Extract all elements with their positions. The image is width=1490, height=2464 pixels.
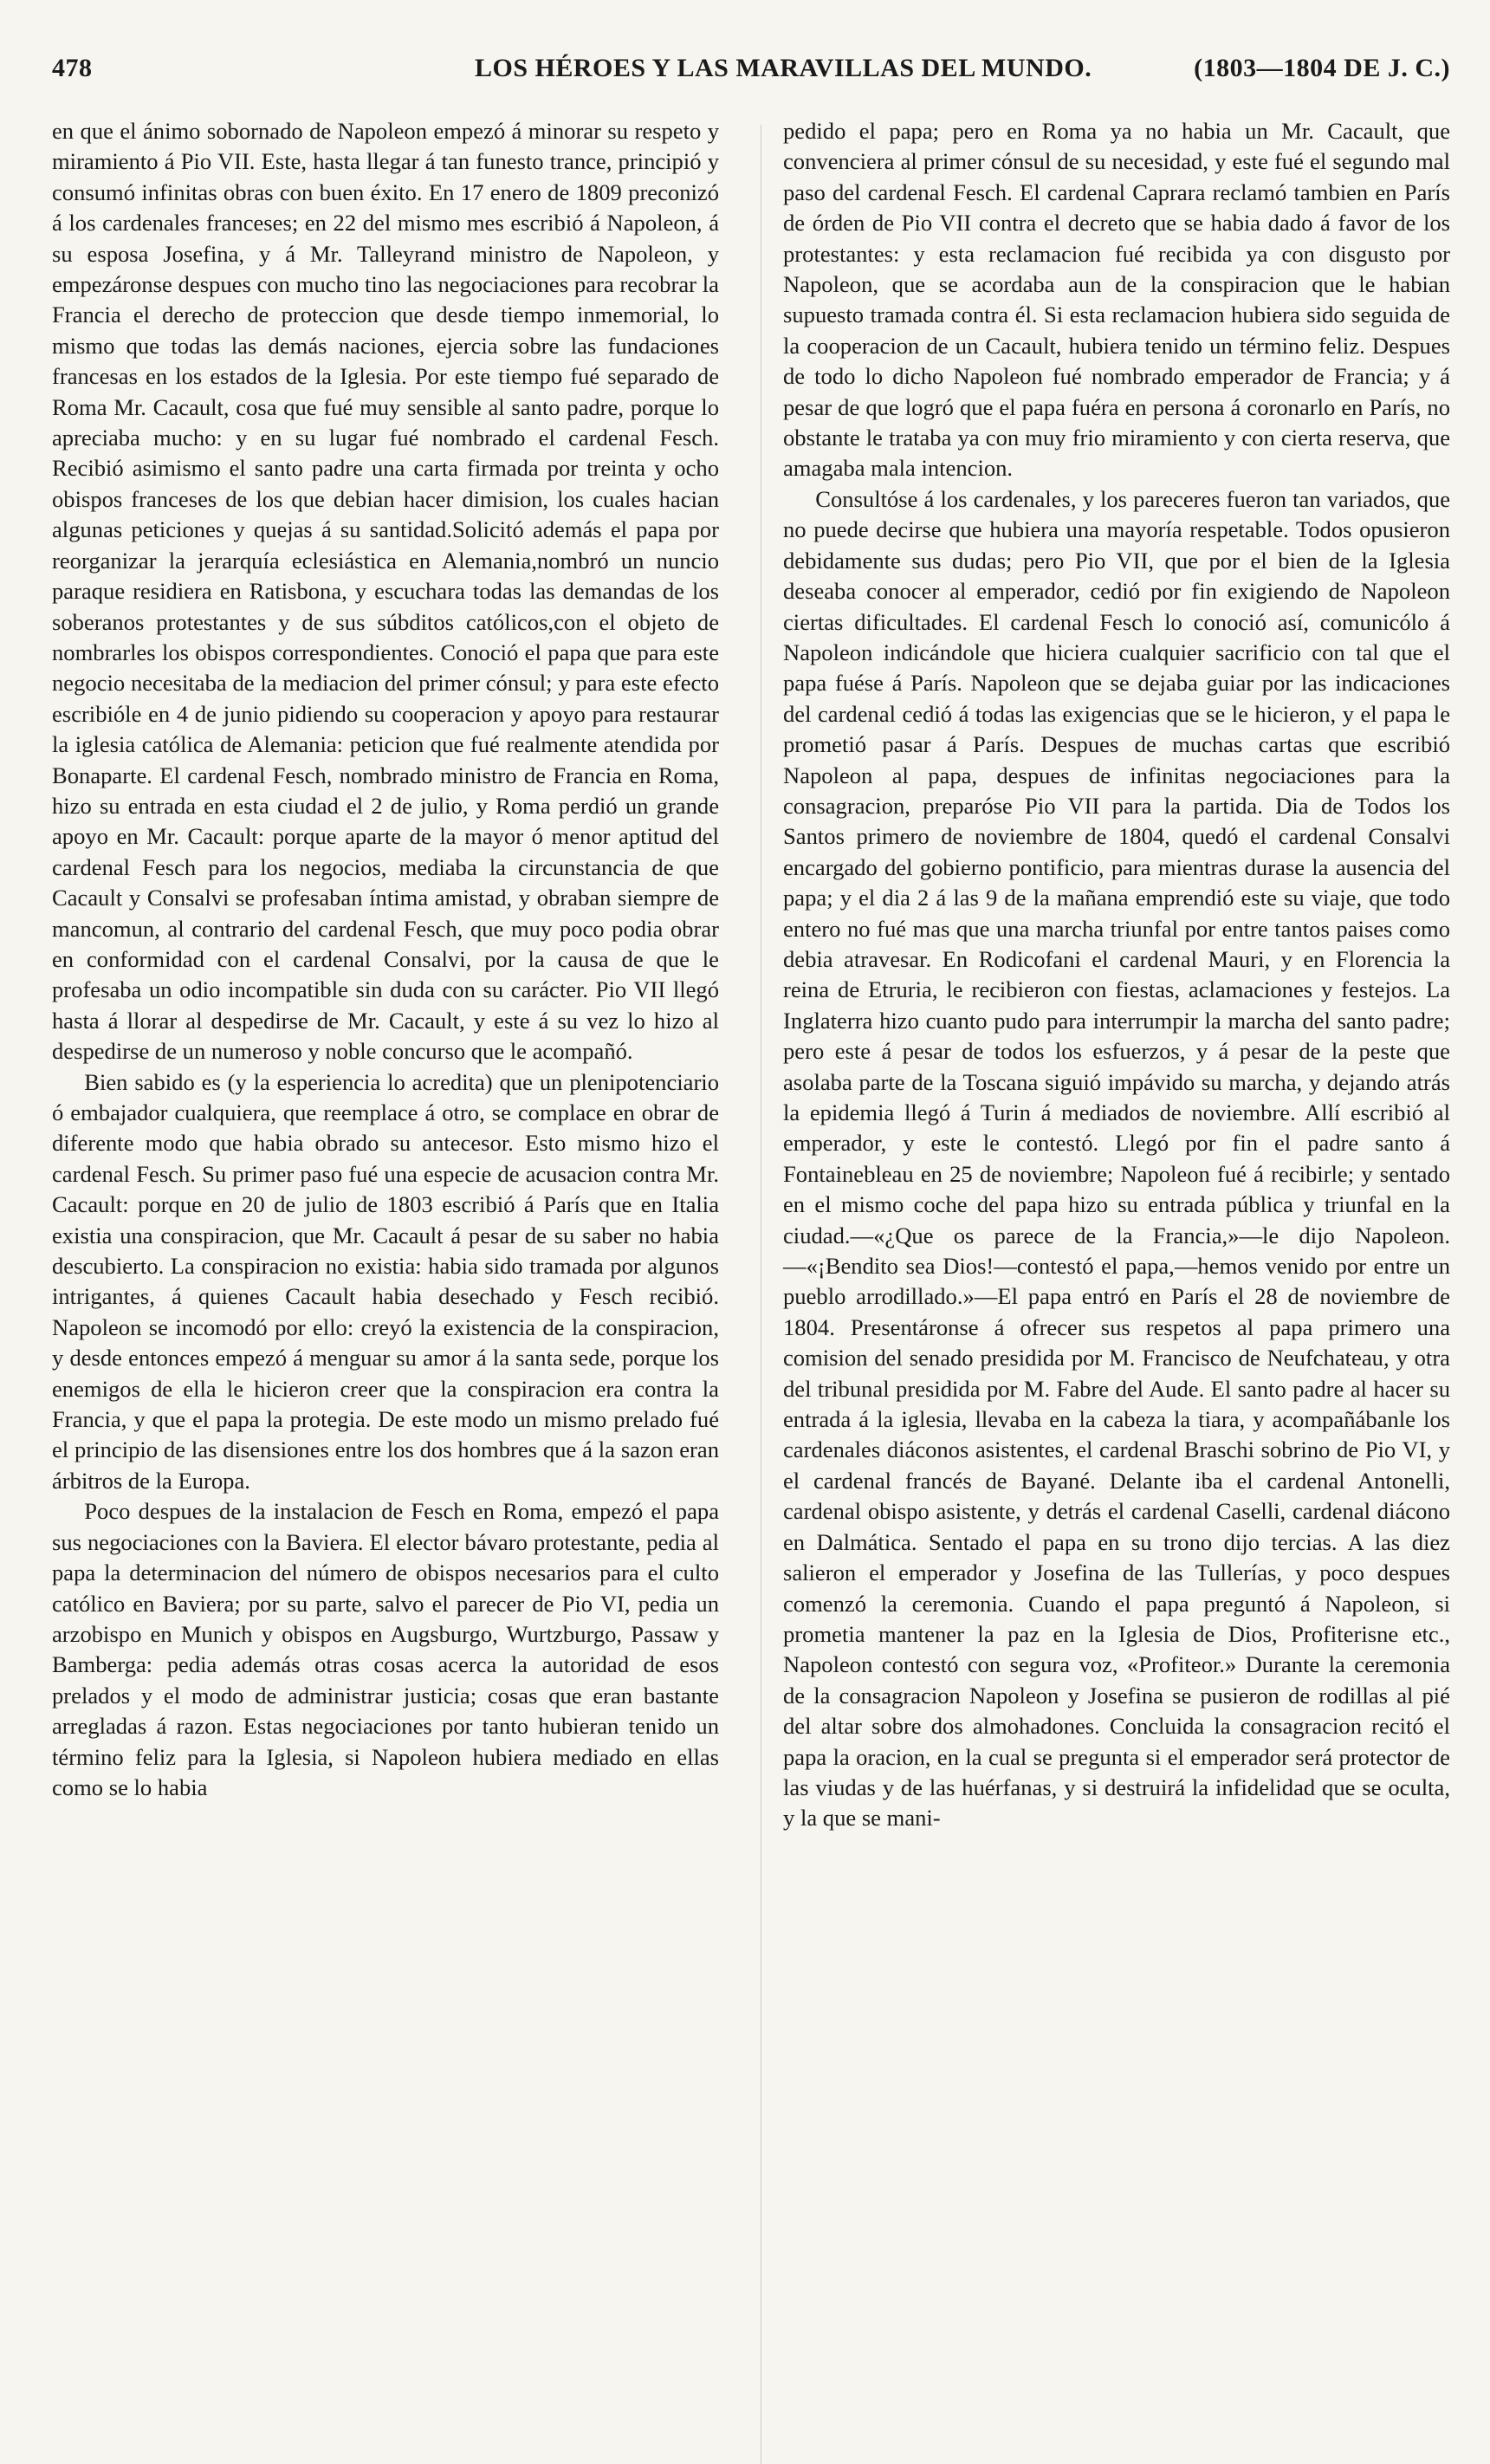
left-paragraph-1: en que el ánimo sobornado de Napoleon empezó á minorar su respeto y miramiento á Pio VII. Este, hasta llegar á tan funesto trance, principió y consumó infinitas obras con buen éxito. En 17 enero de 1809 preconizó á los cardenales franceses; en 22 del mismo mes escribió á Napoleon, á su esposa Josefina, y á Mr. Talleyrand ministro de Napoleon, y empezáronse despues con mucho tino las negociaciones para recobrar la Francia el derecho de proteccion que desde tiempo inmemorial, lo mismo que todas las demás naciones, ejercia sobre las fundaciones francesas en los estados de la Iglesia. Por este tiempo fué separado de Roma Mr. Cacault, cosa que fué muy sensible al santo padre, porque lo apreciaba mucho: y en su lugar fué nombrado el cardenal Fesch. Recibió asimismo el santo padre una carta firmada por treinta y ocho obispos franceses de los que debian hacer dimision, los cuales hacian algunas peticiones y quejas á su santidad.Solicitó además el papa por reorganizar la jerarquía eclesiástica en Alemania,nombró un nuncio paraque residiera en Ratisbona, y escuchara todas las demandas de los soberanos protestantes y de sus súbditos católicos,con el objeto de nombrarles los obispos correspondientes. Conoció el papa que para este negocio necesitaba de la mediacion del primer cónsul; y para este efecto escribióle en 4 de junio pidiendo su cooperacion y apoyo para restaurar la iglesia católica de Alemania: peticion que fué realmente atendida por Bonaparte. El cardenal Fesch, nombrado ministro de Francia en Roma, hizo su entrada en esta ciudad el 2 de julio, y Roma perdió un grande apoyo en Mr. Cacault: porque aparte de la mayor ó menor aptitud del cardenal Fesch para los negocios, mediaba la circunstancia de que Cacault y Consalvi se profesaban íntima amistad, y obraban siempre de mancomun, al contrario del cardenal Fesch, que muy poco podia obrar en conformidad con el cardenal Consalvi, por la causa de que le profesaba un odio incompatible sin duda con su carácter. Pio VII llegó hasta á llorar al despedirse de Mr. Cacault, y este á su vez lo hizo al despedirse de un numeroso y noble concurso que le acompañó. — [52, 118, 719, 1065]
left-paragraph-3: Poco despues de la instalacion de Fesch en Roma, empezó el papa sus negociaciones con la Baviera. El elector bávaro protestante, pedia al papa la determinacion del número de obispos necesarios para el culto católico en Baviera; por su parte, salvo el parecer de Pio VI, pedia un arzobispo en Munich y obispos en Augsburgo, Wurtzburgo, Passaw y Bamberga: pedia además otras cosas acerca la autoridad de esos prelados y el modo de administrar justicia; cosas que eran bastante arregladas á razon. Estas negociaciones por tanto hubieran tenido un término feliz para la Iglesia, si Napoleon hubiera mediado en ellas como se lo habia — [52, 1498, 719, 1800]
left-column — [52, 116, 719, 1834]
page-number: 478 — [52, 54, 93, 82]
page-header — [52, 54, 1450, 97]
text-columns — [52, 116, 1450, 1834]
running-title: LOS HÉROES Y LAS MARAVILLAS DEL MUNDO. — [475, 54, 1092, 82]
right-paragraph-1: pedido el papa; pero en Roma ya no habia un Mr. Cacault, que convenciera al primer cónsul de su necesidad, y este fué el segundo mal paso del cardenal Fesch. El cardenal Caprara reclamó tambien en París de órden de Pio VII contra el decreto que se habia dado á favor de los protestantes: y esta reclamacion fué recibida ya con disgusto por Napoleon, que se acordaba aun de la conspiracion que le habian supuesto tramada contra él. Si esta reclamacion hubiera sido seguida de la cooperacion de un Cacault, hubiera tenido un término feliz. Despues de todo lo dicho Napoleon fué nombrado emperador de Francia; y á pesar de que logró que el papa fuéra en persona á coronarlo en París, no obstante le trataba ya con muy frio miramiento y con cierta reserva, que amagaba mala intencion. — [783, 118, 1450, 482]
left-paragraph-2: Bien sabido es (y la esperiencia lo acredita) que un plenipotenciario ó embajador cualquiera, que reemplace á otro, se complace en obrar de diferente modo que habia obrado su antecesor. Esto mismo hizo el cardenal Fesch. Su primer paso fué una especie de acusacion contra Mr. Cacault: porque en 20 de julio de 1803 escribió á París que en Italia existia una conspiracion, que Mr. Cacault á pesar de su saber no habia descubierto. La conspiracion no existia: habia sido tramada por algunos intrigantes, á quienes Cacault habia desechado y Fesch recibió. Napoleon se incomodó por ello: creyó la existencia de la conspiracion, y desde entonces empezó á menguar su amor á la santa sede, porque los enemigos de ella le hicieron creer que la conspiracion era contra la Francia, y que el papa la protegia. De este modo un mismo prelado fué el principio de las disensiones entre los dos hombres que á la sazon eran árbitros de la Europa. — [52, 1068, 719, 1494]
date-range: (1803—1804 DE J. C.) — [1194, 54, 1450, 82]
right-column — [783, 116, 1450, 1834]
right-paragraph-2: Consultóse á los cardenales, y los pareceres fueron tan variados, que no puede decirse que hubiera una mayoría respetable. Todos opusieron debidamente sus dudas; pero Pio VII, que por el bien de la Iglesia deseaba conocer al emperador, cedió por fin exigiendo de Napoleon ciertas dificultades. El cardenal Fesch lo conoció así, comunicólo á Napoleon indicándole que hiciera cualquier sacrificio con tal que el papa fuése á París. Napoleon que se dejaba guiar por las indicaciones del cardenal cedió á todas las exigencias que se le hicieron, y el papa le prometió pasar á París. Despues de muchas cartas que escribió Napoleon al papa, despues de infinitas negociaciones para la consagracion, preparóse Pio VII para la partida. Dia de Todos los Santos primero de noviembre de 1804, quedó el cardenal Consalvi encargado del gobierno pontificio, para mientras durase la ausencia del papa; y el dia 2 á las 9 de la mañana emprendió este su viaje, que todo entero no fué mas que una marcha triunfal por entre tantos paises como debia atravesar. En Rodicofani el cardenal Mauri, y en Florencia la reina de Etruria, le recibieron con fiestas, aclamaciones y festejos. La Inglaterra hizo cuanto pudo para interrumpir la marcha del santo padre; pero este á pesar de todos los esfuerzos, y á pesar de la peste que asolaba parte de la Toscana siguió impávido su marcha, y dejando atrás la epidemia llegó á Turin á mediados de noviembre. Allí escribió al emperador, y este le contestó. Llegó por fin el padre santo á Fontainebleau en 25 de noviembre; Napoleon fué á recibirle; y sentado en el mismo coche del papa hizo su entrada pública y triunfal en la ciudad.—«¿Que os parece de la Francia,»—le dijo Napoleon.—«¡Bendito sea Dios!—contestó el papa,—hemos venido por entre un pueblo arrodillado.»—El papa entró en París el 28 de noviembre de 1804. Presentáronse á ofrecer sus respetos al papa primero una comision del senado presidida por M. Francisco de Neufchateau, y otra del tribunal presidida por M. Fabre del Aude. El santo padre al hacer su entrada á la iglesia, llevaba en la cabeza la tiara, y acompañábanle los cardenales diáconos asistentes, el cardenal Braschi sobrino de Pio VI, y el cardenal francés de Bayané. Delante iba el cardenal Antonelli, cardenal obispo asistente, y detrás el cardenal Caselli, cardenal diácono en Dalmática. Sentado el papa en su trono dijo tercias. A las diez salieron el emperador y Josefina de las Tullerías, y poco despues comenzó la ceremonia. Cuando el papa preguntó á Napoleon, si prometia mantener la paz en la Iglesia de Dios, Profiterisne etc., Napoleon contestó con segura voz, «Profiteor.» Durante la ceremonia de la consagracion Napoleon y Josefina se pusieron de rodillas al pié del altar sobre dos almohadones. Concluida la consagracion recitó el papa la oracion, en la cual se pregunta si el emperador será protector de las viudas y de las huérfanas, y si destruirá la infidelidad que se oculta, y la que se mani- — [783, 485, 1450, 1832]
